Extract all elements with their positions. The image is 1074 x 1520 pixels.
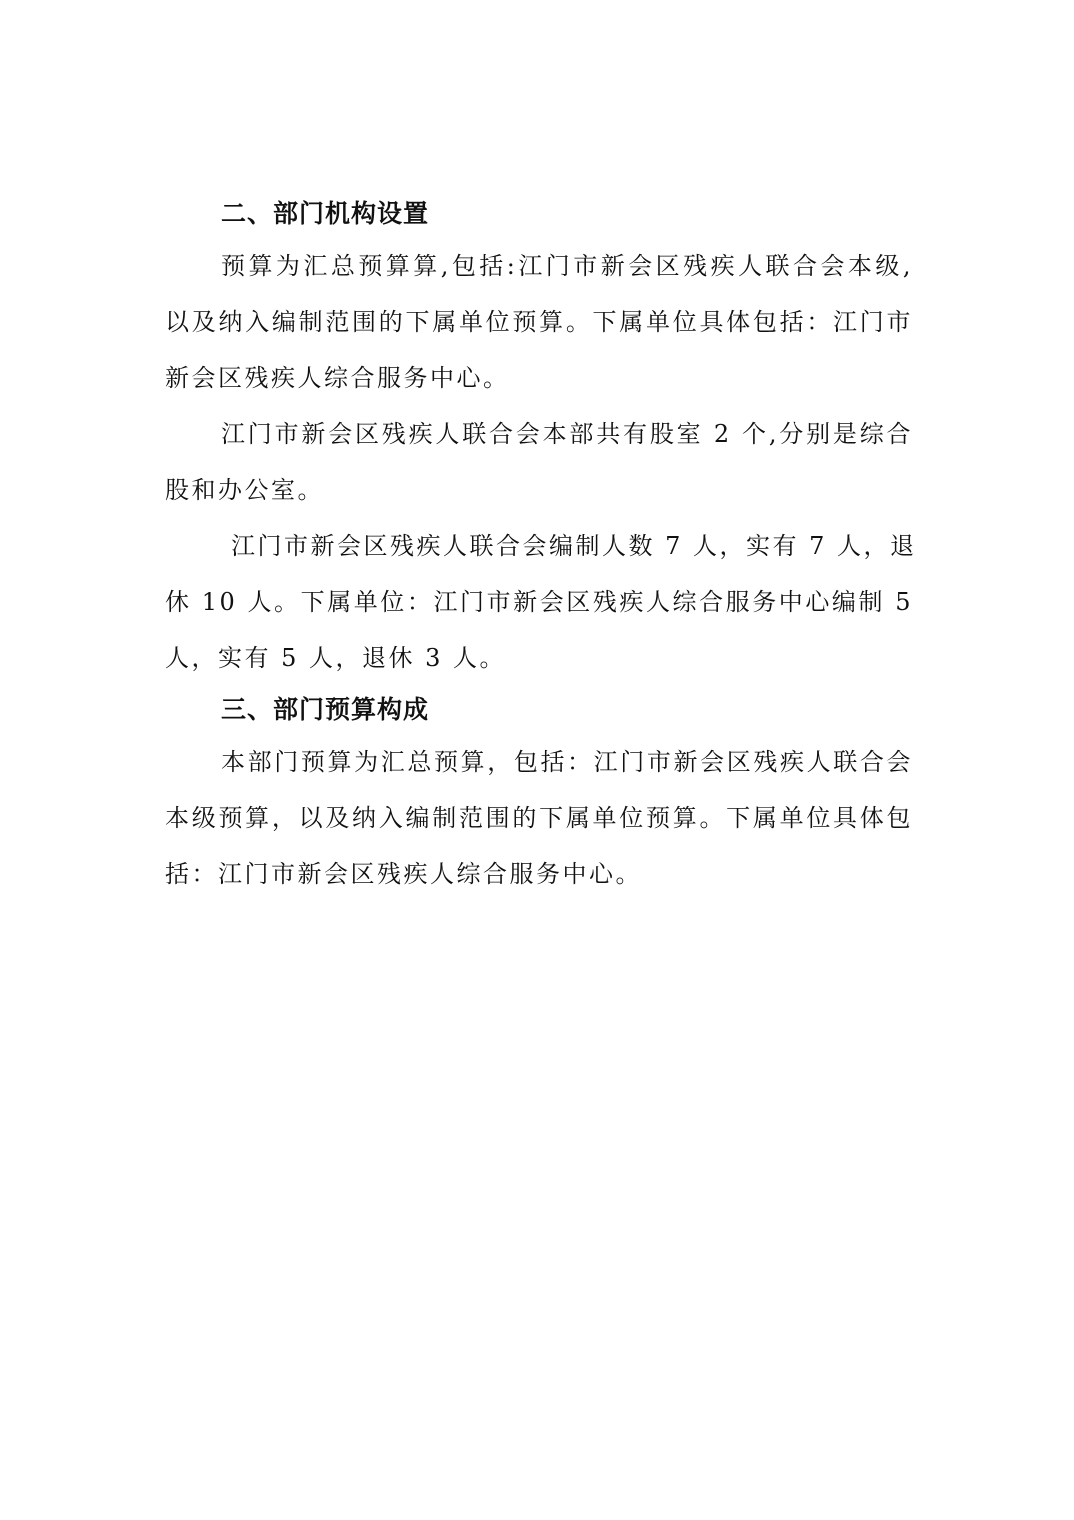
text-line: 本部门预算为汇总预算，包括：江门市新会区残疾人联合会 — [221, 748, 913, 776]
text-line: 股和办公室。 — [165, 476, 324, 504]
section-heading-dept-structure: 二、部门机构设置 — [221, 199, 430, 228]
text-line: 江门市新会区残疾人联合会本部共有股室 2 个,分别是综合 — [221, 420, 913, 448]
paragraph-budget-composition — [165, 734, 913, 902]
paragraph-offices — [165, 406, 913, 518]
document-body — [165, 190, 917, 902]
paragraph-staffing — [165, 518, 917, 686]
text-line: 括：江门市新会区残疾人综合服务中心。 — [165, 860, 642, 888]
text-line: 江门市新会区残疾人联合会编制人数 7 人，实有 7 人，退 — [231, 532, 917, 560]
text-line: 休 10 人。下属单位：江门市新会区残疾人综合服务中心编制 5 — [165, 588, 913, 616]
text-line: 以及纳入编制范围的下属单位预算。下属单位具体包括：江门市 — [165, 308, 913, 336]
text-line: 预算为汇总预算算,包括:江门市新会区残疾人联合会本级, — [221, 252, 913, 280]
text-line: 本级预算，以及纳入编制范围的下属单位预算。下属单位具体包 — [165, 804, 913, 832]
section-heading-budget-composition: 三、部门预算构成 — [221, 695, 430, 724]
text-line: 人，实有 5 人，退休 3 人。 — [165, 644, 507, 672]
text-line: 新会区残疾人综合服务中心。 — [165, 364, 510, 392]
paragraph-budget-summary — [165, 238, 913, 406]
